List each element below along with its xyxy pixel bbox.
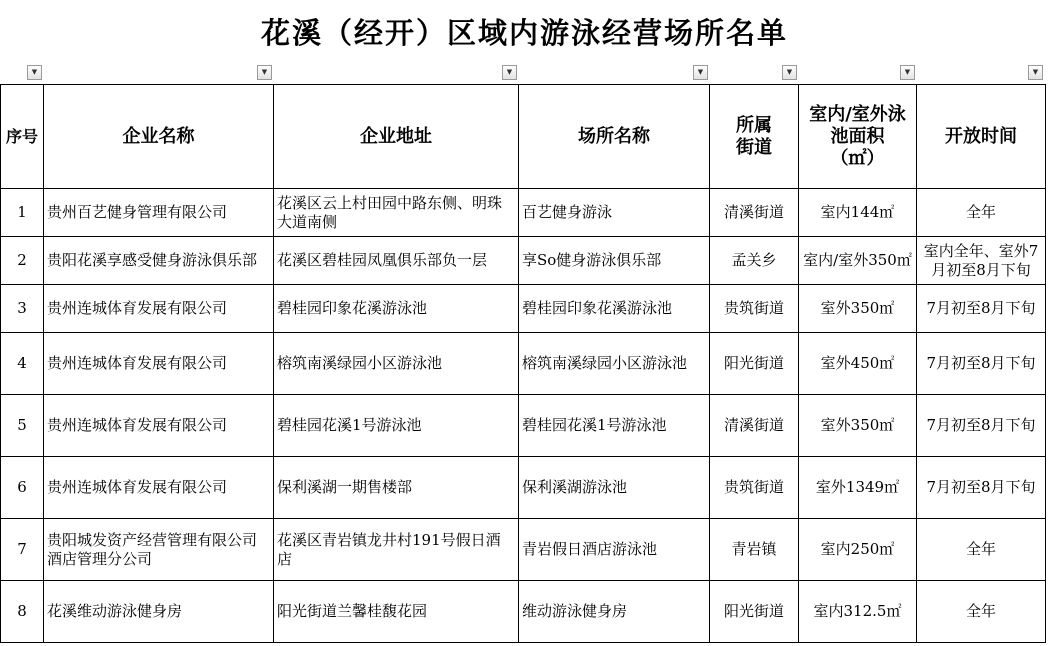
cell-no[interactable]: 2 [1,237,44,285]
cell-area[interactable]: 室内144㎡ [799,189,917,237]
filter-dropdown-no[interactable] [27,65,42,80]
cell-address[interactable]: 碧桂园印象花溪游泳池 [274,285,519,333]
cell-no[interactable]: 5 [1,395,44,457]
header-company[interactable]: 企业名称 [44,85,274,189]
header-street-line1: 所属 [736,114,772,136]
table-row [1,189,1046,237]
table-row [1,519,1046,581]
cell-hours[interactable]: 全年 [917,189,1046,237]
filter-dropdown-company[interactable] [257,65,272,80]
cell-venue[interactable]: 碧桂园印象花溪游泳池 [519,285,710,333]
dropdown-arrow-icon: ▼ [506,68,513,76]
cell-street[interactable]: 青岩镇 [710,519,799,581]
dropdown-arrow-icon: ▼ [1032,68,1039,76]
header-area[interactable] [799,85,917,189]
table-row [1,581,1046,643]
cell-address[interactable]: 碧桂园花溪1号游泳池 [274,395,519,457]
cell-area[interactable]: 室内/室外350㎡ [799,237,917,285]
cell-address[interactable]: 保利溪湖一期售楼部 [274,457,519,519]
dropdown-arrow-icon: ▼ [697,68,704,76]
header-street-line2: 街道 [736,136,772,158]
cell-street[interactable]: 阳光街道 [710,333,799,395]
cell-hours[interactable]: 全年 [917,581,1046,643]
cell-no[interactable]: 8 [1,581,44,643]
cell-venue[interactable]: 享So健身游泳俱乐部 [519,237,710,285]
header-street[interactable] [710,85,799,189]
cell-company[interactable]: 贵阳城发资产经营管理有限公司酒店管理分公司 [44,519,274,581]
cell-street[interactable]: 孟关乡 [710,237,799,285]
header-address[interactable]: 企业地址 [274,85,519,189]
table-row [1,237,1046,285]
cell-hours[interactable]: 7月初至8月下旬 [917,333,1046,395]
dropdown-arrow-icon: ▼ [904,68,911,76]
dropdown-arrow-icon: ▼ [786,68,793,76]
filter-dropdown-hours[interactable] [1028,65,1043,80]
header-area-line3: （㎡） [830,147,885,169]
cell-venue[interactable]: 碧桂园花溪1号游泳池 [519,395,710,457]
header-venue[interactable]: 场所名称 [519,85,710,189]
cell-area[interactable]: 室内312.5㎡ [799,581,917,643]
cell-venue[interactable]: 青岩假日酒店游泳池 [519,519,710,581]
cell-street[interactable]: 清溪街道 [710,189,799,237]
cell-area[interactable]: 室外1349㎡ [799,457,917,519]
cell-company[interactable]: 贵阳花溪享感受健身游泳俱乐部 [44,237,274,285]
cell-hours[interactable]: 7月初至8月下旬 [917,457,1046,519]
cell-no[interactable]: 4 [1,333,44,395]
cell-venue[interactable]: 保利溪湖游泳池 [519,457,710,519]
cell-no[interactable]: 7 [1,519,44,581]
cell-hours[interactable]: 全年 [917,519,1046,581]
cell-address[interactable]: 阳光街道兰馨桂馥花园 [274,581,519,643]
filter-dropdown-area[interactable] [900,65,915,80]
cell-company[interactable]: 贵州连城体育发展有限公司 [44,285,274,333]
filter-dropdown-address[interactable] [502,65,517,80]
cell-area[interactable]: 室外350㎡ [799,395,917,457]
cell-no[interactable]: 1 [1,189,44,237]
cell-company[interactable]: 花溪维动游泳健身房 [44,581,274,643]
table-row [1,333,1046,395]
cell-address[interactable]: 花溪区碧桂园凤凰俱乐部负一层 [274,237,519,285]
cell-street[interactable]: 清溪街道 [710,395,799,457]
cell-venue[interactable]: 维动游泳健身房 [519,581,710,643]
header-no[interactable]: 序号 [1,85,44,189]
cell-street[interactable]: 贵筑街道 [710,457,799,519]
cell-no[interactable]: 3 [1,285,44,333]
cell-area[interactable]: 室外450㎡ [799,333,917,395]
cell-street[interactable]: 贵筑街道 [710,285,799,333]
dropdown-arrow-icon: ▼ [261,68,268,76]
venue-table [0,84,1046,643]
cell-company[interactable]: 贵州连城体育发展有限公司 [44,395,274,457]
cell-street[interactable]: 阳光街道 [710,581,799,643]
header-row [1,85,1046,189]
cell-area[interactable]: 室内250㎡ [799,519,917,581]
dropdown-arrow-icon: ▼ [31,68,38,76]
cell-no[interactable]: 6 [1,457,44,519]
header-area-line2: 池面积 [830,125,885,147]
table-row [1,395,1046,457]
cell-hours[interactable]: 7月初至8月下旬 [917,395,1046,457]
cell-area[interactable]: 室外350㎡ [799,285,917,333]
table-row [1,285,1046,333]
cell-company[interactable]: 贵州百艺健身管理有限公司 [44,189,274,237]
cell-company[interactable]: 贵州连城体育发展有限公司 [44,333,274,395]
filter-dropdown-venue[interactable] [693,65,708,80]
filter-dropdown-street[interactable] [782,65,797,80]
autofilter-row [0,62,1049,84]
table-row [1,457,1046,519]
cell-address[interactable]: 花溪区青岩镇龙井村191号假日酒店 [274,519,519,581]
cell-address[interactable]: 花溪区云上村田园中路东侧、明珠大道南侧 [274,189,519,237]
sheet-title: 花溪（经开）区域内游泳经营场所名单 [260,15,788,50]
cell-hours[interactable]: 室内全年、室外7月初至8月下旬 [917,237,1046,285]
header-hours[interactable]: 开放时间 [917,85,1046,189]
cell-company[interactable]: 贵州连城体育发展有限公司 [44,457,274,519]
cell-address[interactable]: 榕筑南溪绿园小区游泳池 [274,333,519,395]
cell-hours[interactable]: 7月初至8月下旬 [917,285,1046,333]
header-area-line1: 室内/室外泳 [809,103,906,125]
cell-venue[interactable]: 榕筑南溪绿园小区游泳池 [519,333,710,395]
cell-venue[interactable]: 百艺健身游泳 [519,189,710,237]
